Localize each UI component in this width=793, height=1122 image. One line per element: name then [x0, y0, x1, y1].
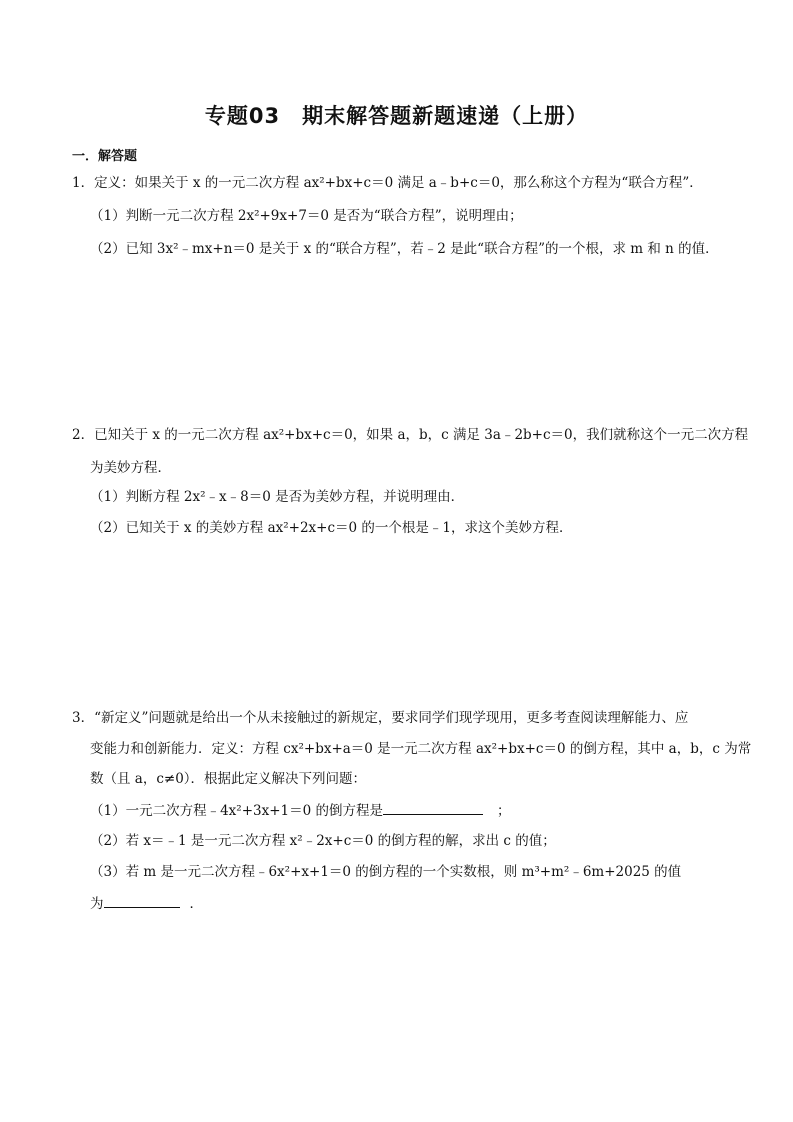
section-heading: 一．解答题: [72, 149, 138, 164]
q3-part1-end: ；: [497, 803, 511, 819]
q2-line2: 为美妙方程．: [90, 460, 171, 476]
page-title: 专题03 期末解答题新题速递（上册）: [204, 104, 589, 128]
q1-part1: （1）判断一元二次方程 2x²+9x+7＝0 是否为“联合方程”，说明理由；: [90, 208, 523, 224]
q3-part2: （2）若 x＝﹣1 是一元二次方程 x²﹣2x+c＝0 的倒方程的解，求出 c 的值；: [90, 833, 556, 849]
q2-part2: （2）已知关于 x 的美妙方程 ax²+2x+c＝0 的一个根是﹣1，求这个美妙方程．: [90, 520, 573, 536]
q3-line2: 变能力和创新能力．定义：方程 cx²+bx+a＝0 是一元二次方程 ax²+bx+c＝0 的倒方程，其中 a，b，c 为常: [90, 741, 752, 757]
q3-part1-text: （1）一元二次方程﹣4x²+3x+1＝0 的倒方程是: [90, 803, 383, 819]
q3-part3-line1: （3）若 m 是一元二次方程﹣6x²+x+1＝0 的倒方程的一个实数根，则 m³+m²﹣6m+2025 的值: [90, 864, 682, 880]
q2-line1: 2．已知关于 x 的一元二次方程 ax²+bx+c＝0，如果 a，b，c 满足 3a﹣2b+c＝0，我们就称这个一元二次方程: [72, 427, 749, 443]
answer-blank-2[interactable]: [104, 893, 180, 908]
q3-part1: [90, 800, 511, 821]
q3-part3-text: 为: [90, 896, 104, 912]
answer-blank-1[interactable]: [383, 800, 483, 815]
q1-part2: （2）已知 3x²﹣mx+n＝0 是关于 x 的“联合方程”，若﹣2 是此“联合方程”的一个根，求 m 和 n 的值．: [90, 241, 719, 257]
q3-line3: 数（且 a，c≠0）．根据此定义解决下列问题：: [90, 771, 367, 787]
q2-part1: （1）判断方程 2x²﹣x﹣8＝0 是否为美妙方程，并说明理由．: [90, 489, 465, 505]
q1-line1: 1．定义：如果关于 x 的一元二次方程 ax²+bx+c＝0 满足 a﹣b+c＝0，那么称这个方程为“联合方程”．: [72, 175, 703, 191]
q3-part3-end: ．: [189, 896, 203, 912]
q3-line1: 3．“新定义”问题就是给出一个从未接触过的新规定，要求同学们现学现用，更多考查阅读理解能力、应: [72, 710, 689, 726]
q3-part3-line2: [90, 893, 203, 914]
